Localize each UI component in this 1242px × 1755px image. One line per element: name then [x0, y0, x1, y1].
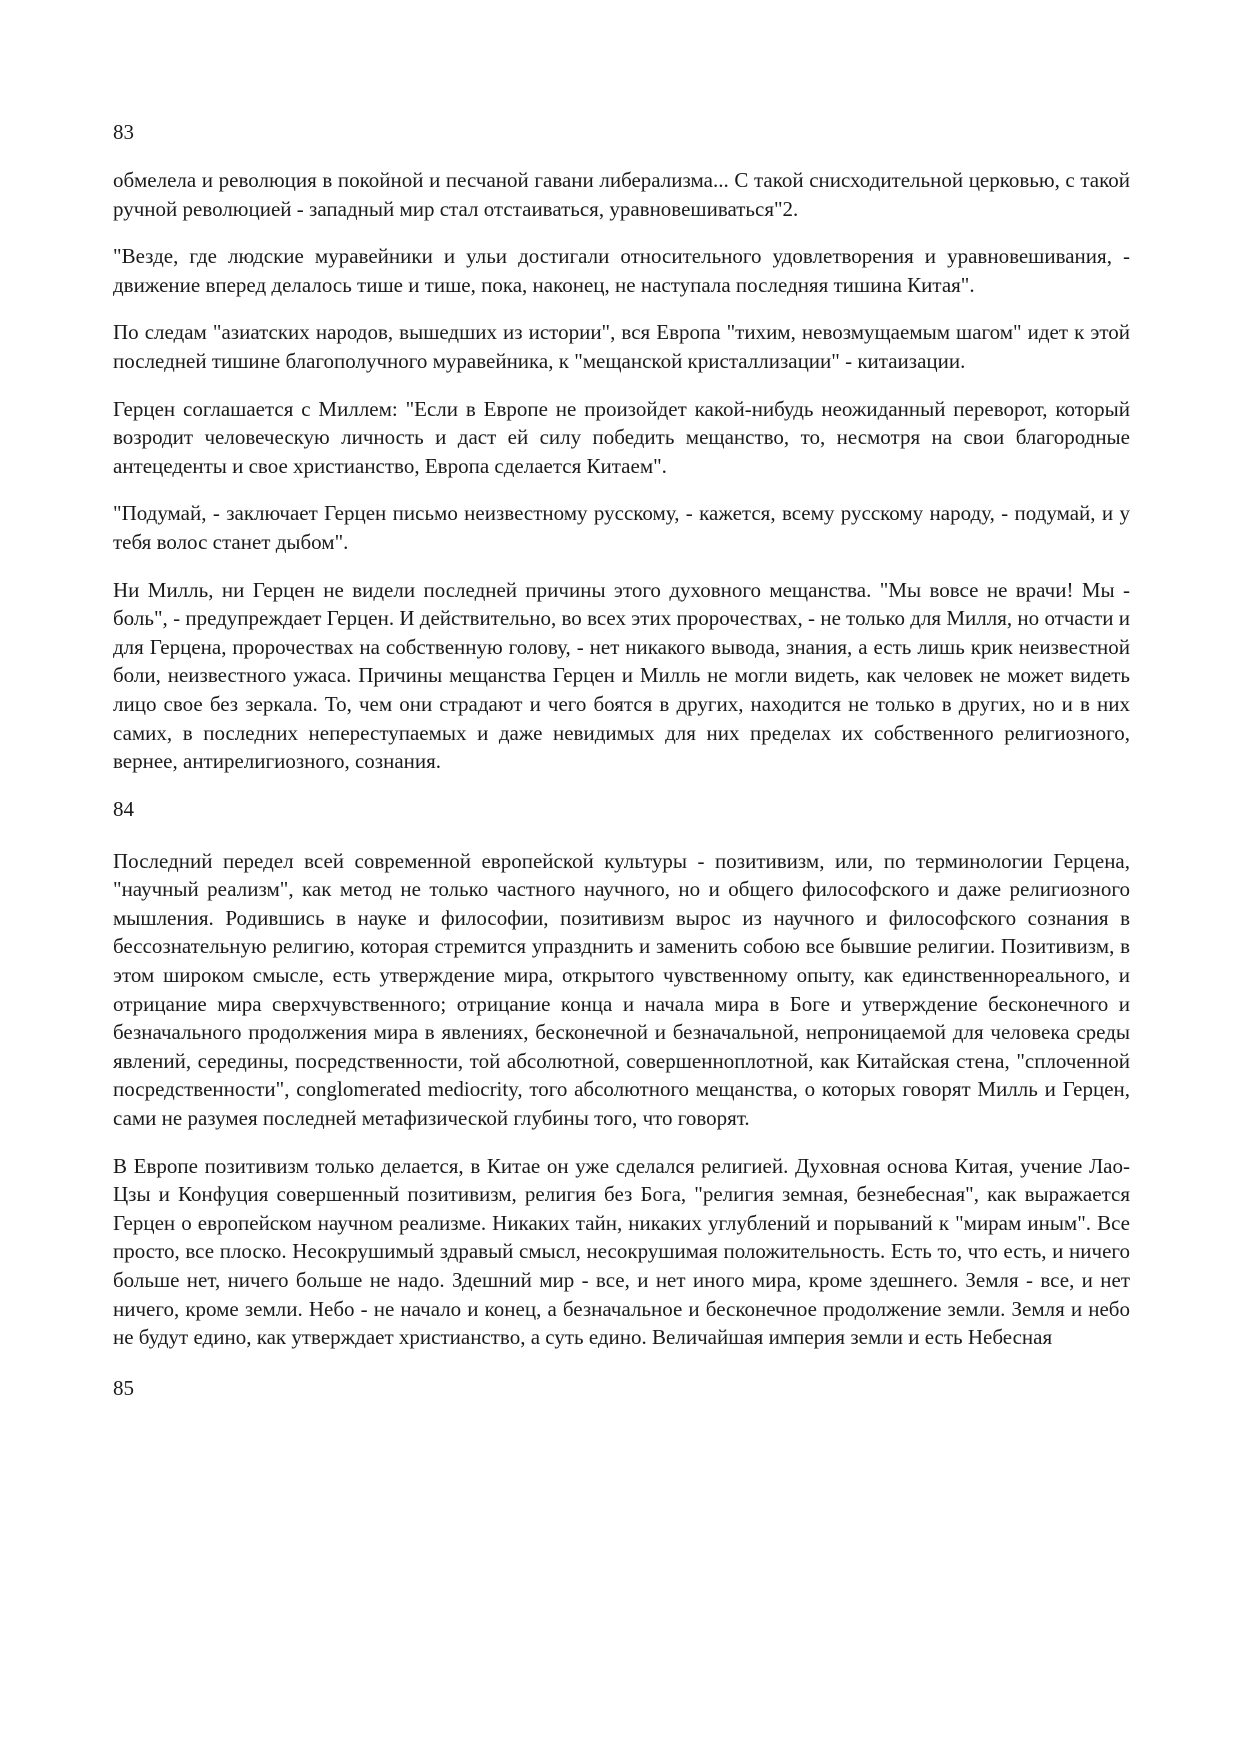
paragraph: По следам "азиатских народов, вышедших из истории", вся Европа "тихим, невозмущаемым шагом" идет к этой последней тишине благополучного муравейника, к "мещанской кристаллизации" - китаизации.: [113, 320, 1130, 373]
paragraph: Герцен соглашается с Миллем: "Если в Европе не произойдет какой-нибудь неожиданный переворот, который возродит человеческую личность и даст ей силу победить мещанство, то, несмотря на свои благородные антецеденты и свое христианство, Европа сделается Китаем".: [113, 396, 1130, 478]
document-page: [113, 118, 1130, 1422]
paragraph: В Европе позитивизм только делается, в Китае он уже сделался религией. Духовная основа Китая, учение Лао-Цзы и Конфуция совершенный позитивизм, религия без Бога, "религия земная, безнебесная", как выражается Герцен о европейском научном реализме. Никаких тайн, никаких углублений и порываний к "мирам иным". Все просто, все плоско. Несокрушимый здравый смысл, несокрушимая положительность. Есть то, что есть, и ничего больше нет, ничего больше не надо. Здешний мир - все, и нет иного мира, кроме здешнего. Земля - все, и нет ничего, кроме земли. Небо - не начало и конец, а безначальное и бесконечное продолжение земли. Земля и небо не будут едино, как утверждает христианство, а суть едино. Величайшая империя земли и есть Небесная: [113, 1153, 1130, 1350]
paragraph: Последний передел всей современной европейской культуры - позитивизм, или, по терминологии Герцена, "научный реализм", как метод не только частного научного, но и общего философского и даже религиозного мышления. Родившись в науке и философии, позитивизм вырос из научного и философского сознания в бессознательную религию, которая стремится упразднить и заменить собою все бывшие религии. Позитивизм, в этом широком смысле, есть утверждение мира, открытого чувственному опыту, как единственнореального, и отрицание мира сверхчувственного; отрицание конца и начала мира в Боге и утверждение бесконечного и безначального продолжения мира в явлениях, бесконечной и безначальной, непроницаемой для человека среды явлений, середины, посредственности, той абсолютной, совершенноплотной, как Китайская стена, "сплоченной посредственности", conglomerated mediocrity, того абсолютного мещанства, о которых говорят Милль и Герцен, сами не разумея последней метафизической глубины того, что говорят.: [113, 848, 1130, 1131]
page-number-84: 84: [113, 796, 134, 821]
page-number-83: 83: [113, 120, 134, 144]
paragraph: "Подумай, - заключает Герцен письмо неизвестному русскому, - кажется, всему русскому народу, - подумай, и у тебя волос станет дыбом".: [113, 501, 1130, 554]
paragraph: обмелела и революция в покойной и песчаной гавани либерализма... С такой снисходительной церковью, с такой ручной революцией - западный мир стал отстаиваться, уравновешиваться"2.: [113, 168, 1130, 221]
paragraph: "Везде, где людские муравейники и ульи достигали относительного удовлетворения и уравновешивания, - движение вперед делалось тише и тише, пока, наконец, не наступала последняя тишина Китая".: [113, 244, 1130, 297]
page-number-85: 85: [113, 1375, 134, 1400]
paragraph: Ни Милль, ни Герцен не видели последней причины этого духовного мещанства. "Мы вовсе не врачи! Мы - боль", - предупреждает Герцен. И действительно, во всех этих пророчествах, - не только для Милля, но отчасти и для Герцена, пророчествах на собственную голову, - нет никакого вывода, знания, а есть лишь крик неизвестной боли, неизвестного ужаса. Причины мещанства Герцен и Милль не могли видеть, как человек не может видеть лицо свое без зеркала. То, чем они страдают и чего боятся в других, находится не только в других, но и в них самих, в последних непереступаемых и даже невидимых для них пределах их собственного религиозного, вернее, антирелигиозного, сознания.: [113, 577, 1130, 774]
